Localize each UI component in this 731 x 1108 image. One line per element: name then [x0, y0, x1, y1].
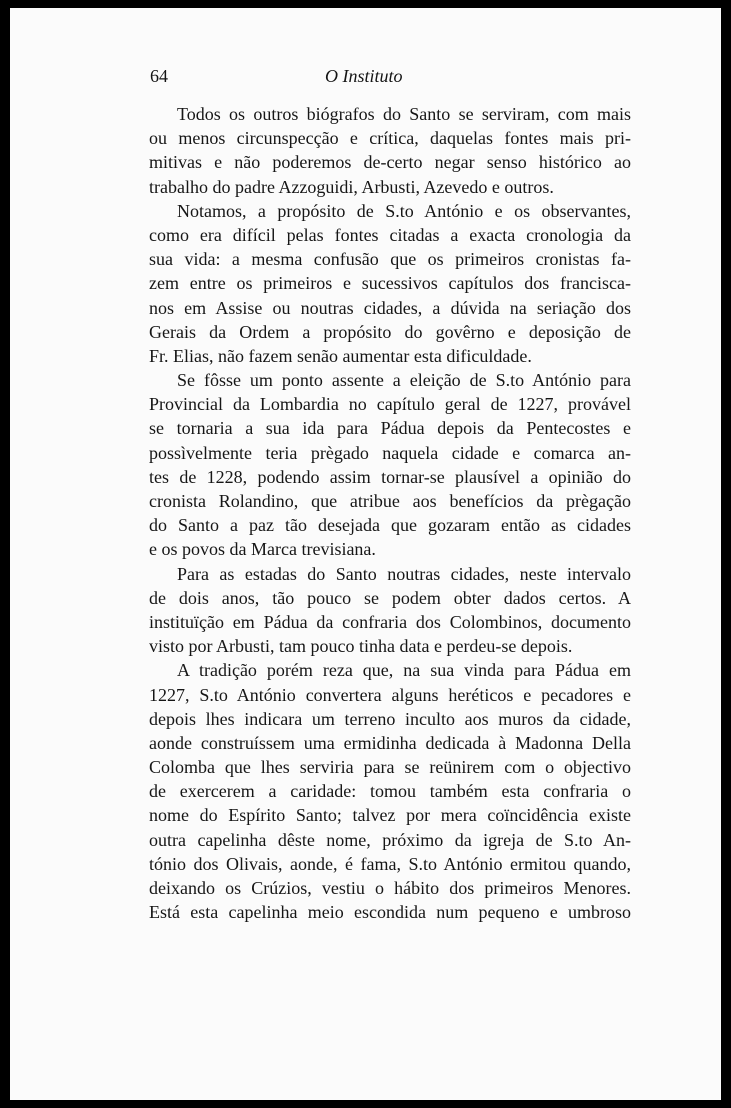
text-line: Notamos, a propósito de S.to António e os observantes, [177, 200, 631, 221]
text-line: instituïção em Pádua da confraria dos Colombinos, documento [149, 611, 631, 632]
text-line: Provincial da Lombardia no capítulo geral de 1227, provável [149, 394, 631, 415]
page-header [150, 66, 630, 96]
text-line: Para as estadas do Santo noutras cidades, neste intervalo [177, 563, 631, 584]
text-line: tónio dos Olivais, aonde, é fama, S.to António ermitou quando, [149, 853, 631, 874]
text-line: do Santo a paz tão desejada que gozaram então as cidades [149, 515, 631, 536]
text-line: de dois anos, tão pouco se podem obter dados certos. A [149, 587, 631, 608]
text-line: de exercerem a caridade: tomou também esta confraria o [149, 781, 631, 802]
text-line: tes de 1228, podendo assim tornar-se plausível a opinião do [149, 466, 631, 487]
text-line: outra capelinha dêste nome, próximo da igreja de S.to An- [149, 829, 631, 850]
text-line: cronista Rolandino, que atribue aos benefícios da prègação [149, 491, 631, 511]
text-line: aonde construíssem uma ermidinha dedicada à Madonna Della [149, 732, 631, 753]
text-line: A tradição porém reza que, na sua vinda para Pádua em [177, 660, 631, 681]
text-line: Todos os outros biógrafos do Santo se serviram, com mais [177, 104, 631, 124]
text-line: trabalho do padre Azzoguidi, Arbusti, Azevedo e outros. [149, 176, 554, 197]
running-title: O Instituto [325, 66, 403, 86]
text-line: deixando os Crúzios, vestiu o hábito dos primeiros Menores. [149, 878, 631, 898]
text-line: como era difícil pelas fontes citadas a exacta cronologia da [149, 224, 631, 245]
text-line: nos em Assise ou noutras cidades, a dúvida na seriação dos [149, 297, 631, 318]
body-text [149, 102, 631, 924]
book-page [10, 8, 721, 1100]
text-line: nome do Espírito Santo; talvez por mera coïncidência existe [149, 805, 631, 826]
text-line: Gerais da Ordem a propósito do govêrno e deposição de [149, 321, 631, 342]
text-line: Está esta capelinha meio escondida num pequeno e umbroso [149, 902, 631, 923]
text-line: depois lhes indicara um terreno inculto aos muros da cidade, [149, 708, 631, 729]
text-line: se tornaria a sua ida para Pádua depois da Pentecostes e [149, 418, 631, 439]
text-line: possìvelmente teria prègado naquela cidade e comarca an- [149, 442, 631, 463]
text-line: sua vida: a mesma confusão que os primeiros cronistas fa- [149, 249, 631, 270]
text-line: mitivas e não poderemos de-certo negar senso histórico ao [149, 152, 631, 173]
text-line: 1227, S.to António convertera alguns heréticos e pecadores e [149, 684, 631, 705]
text-line: Fr. Elias, não fazem senão aumentar esta dificuldade. [149, 345, 532, 366]
text-line: visto por Arbusti, tam pouco tinha data e perdeu-se depois. [149, 636, 573, 657]
page-number: 64 [150, 66, 168, 86]
text-line: Se fôsse um ponto assente a eleição de S.to António para [177, 370, 631, 391]
text-line: ou menos circunspecção e crítica, daquelas fontes mais pri- [149, 128, 631, 149]
text-line: zem entre os primeiros e sucessivos capítulos dos francisca- [149, 273, 631, 294]
text-line: Colomba que lhes serviria para se reünirem com o objectivo [149, 757, 631, 778]
text-line: e os povos da Marca trevisiana. [149, 539, 376, 560]
